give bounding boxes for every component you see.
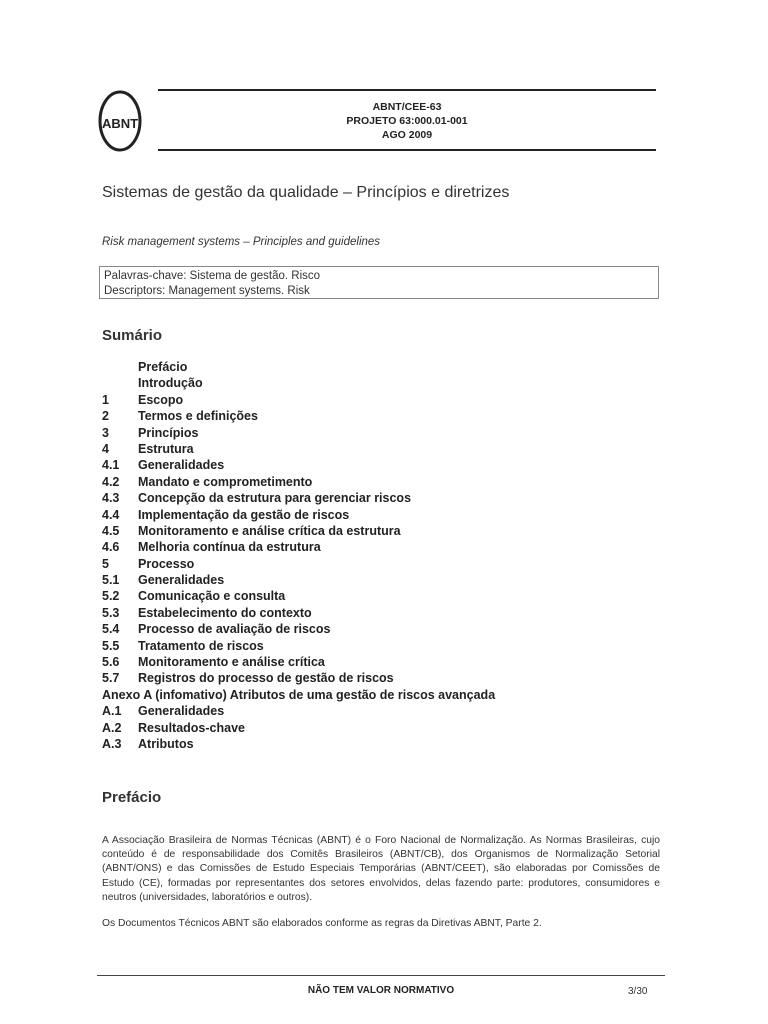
document-title-english: Risk management systems – Principles and guidelines bbox=[102, 236, 381, 248]
toc-item: Anexo A (infomativo) Atributos de uma gestão de riscos avançada bbox=[102, 687, 496, 702]
summary-heading: Sumário bbox=[102, 327, 163, 344]
keywords-box bbox=[99, 266, 659, 299]
toc-item: 2 Termos e definições bbox=[102, 409, 258, 424]
footer-rule bbox=[97, 975, 665, 976]
document-header bbox=[158, 100, 656, 142]
toc-item: 5.3 Estabelecimento do contexto bbox=[102, 605, 312, 620]
header-rule-top bbox=[158, 89, 656, 91]
toc-item: 5.4 Processo de avaliação de riscos bbox=[102, 622, 331, 637]
toc-item: 4.1 Generalidades bbox=[102, 458, 225, 473]
toc-item: 4.4 Implementação da gestão de riscos bbox=[102, 507, 350, 522]
toc-item: 5.1 Generalidades bbox=[102, 573, 225, 588]
preface-paragraph-2: Os Documentos Técnicos ABNT são elaborados conforme as regras da Diretivas ABNT, Parte 2. bbox=[102, 918, 542, 929]
toc-item: 4.3 Concepção da estrutura para gerenciar riscos bbox=[102, 491, 412, 506]
toc-item: 4 Estrutura bbox=[102, 441, 194, 456]
preface-heading: Prefácio bbox=[102, 789, 162, 806]
header-committee: ABNT/CEE-63 bbox=[372, 101, 442, 113]
toc-item: 5 Processo bbox=[102, 556, 195, 571]
toc-item: Prefácio bbox=[138, 360, 188, 374]
toc-item: A.2 Resultados-chave bbox=[102, 720, 245, 735]
toc-item: 4.5 Monitoramento e análise crítica da estrutura bbox=[102, 523, 401, 538]
page-number: 3/30 bbox=[628, 986, 648, 997]
toc-item: 3 Princípios bbox=[102, 425, 199, 440]
toc-item: 1 Escopo bbox=[102, 392, 184, 407]
toc-item: 4.6 Melhoria contínua da estrutura bbox=[102, 540, 321, 555]
header-rule-bottom bbox=[158, 149, 656, 151]
toc-item: 5.7 Registros do processo de gestão de riscos bbox=[102, 671, 394, 686]
header-project: PROJETO 63:000.01-001 bbox=[346, 115, 468, 127]
footer-disclaimer: NÃO TEM VALOR NORMATIVO bbox=[307, 985, 455, 996]
abnt-logo-text: ABNT bbox=[101, 116, 139, 131]
keywords-pt: Palavras-chave: Sistema de gestão. Risco bbox=[104, 270, 321, 282]
toc-item: 4.2 Mandato e comprometimento bbox=[102, 474, 313, 489]
toc-item: A.1 Generalidades bbox=[102, 704, 225, 719]
toc-item: Introdução bbox=[138, 376, 203, 391]
abnt-logo bbox=[98, 90, 142, 152]
toc-item: 5.5 Tratamento de riscos bbox=[102, 638, 264, 653]
header-date: AGO 2009 bbox=[381, 129, 433, 141]
toc-item: 5.6 Monitoramento e análise crítica bbox=[102, 655, 325, 670]
preface-paragraph-1: A Associação Brasileira de Normas Técnicas (ABNT) é o Foro Nacional de Normalização. As Normas Brasileiras, cujo conteúdo é de responsabilidade dos Comitês Brasileiros (ABNT/CB), dos Organismos de Normalização Setorial (ABNT/ONS) e das Comissões de Estudo Especiais Temporárias (ABNT/CEET), são elaboradas por Comissões de Estudo (CE), formadas por representantes dos setores envolvidos, delas fazendo parte: produtores, consumidores e neutros (universidades, laboratórios e outros). bbox=[102, 835, 660, 903]
toc-item: A.3 Atributos bbox=[102, 736, 194, 751]
keywords-en: Descriptors: Management systems. Risk bbox=[104, 285, 310, 297]
table-of-contents bbox=[102, 359, 662, 752]
document-title: Sistemas de gestão da qualidade – Princípios e diretrizes bbox=[102, 184, 510, 201]
toc-item: 5.2 Comunicação e consulta bbox=[102, 589, 286, 604]
